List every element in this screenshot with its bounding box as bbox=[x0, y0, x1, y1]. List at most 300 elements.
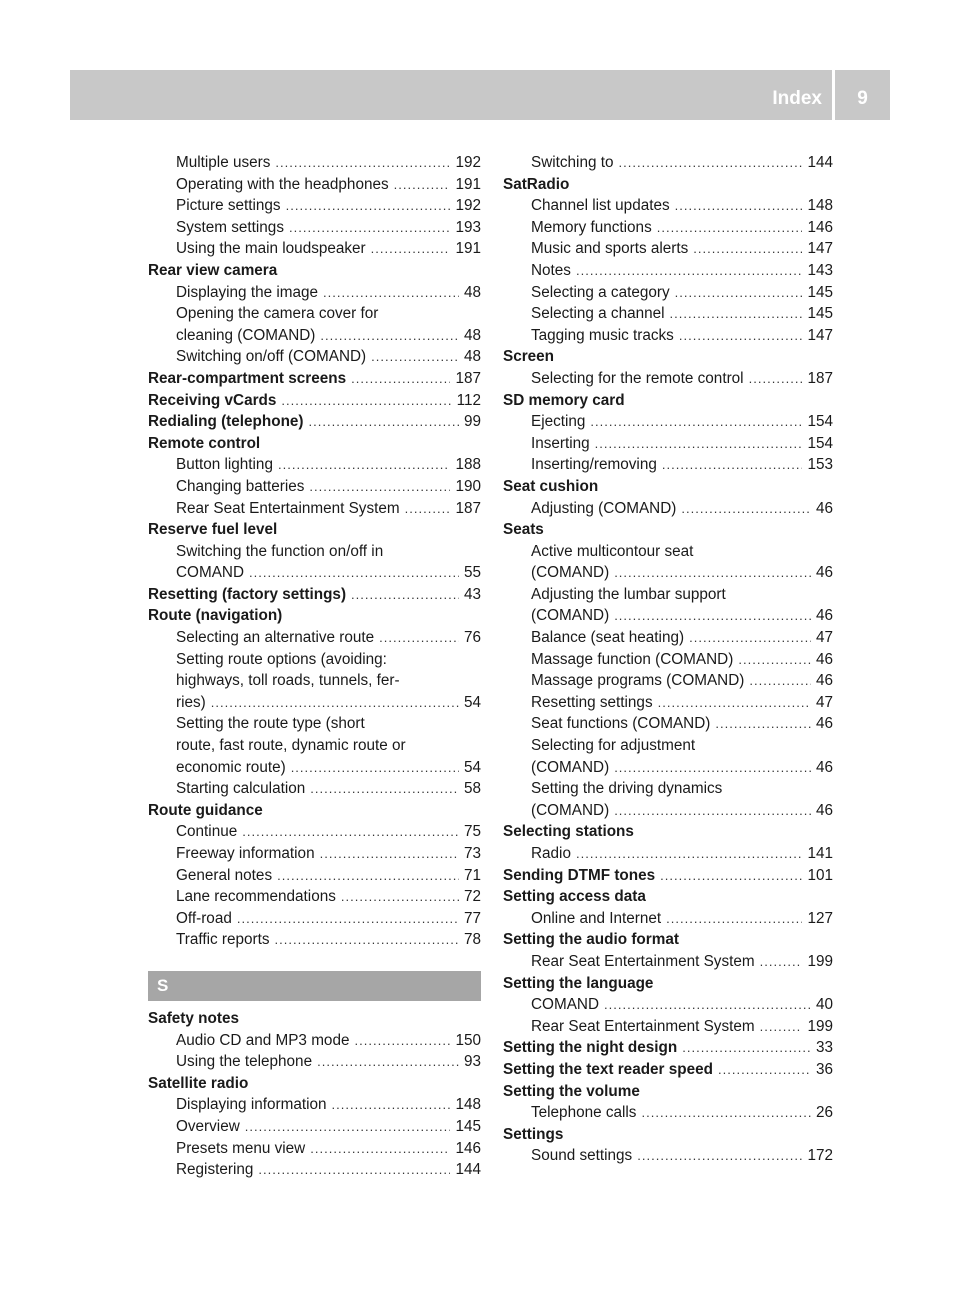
page-ref: 144 bbox=[807, 154, 833, 171]
page-ref: 72 bbox=[463, 888, 481, 906]
index-subentry bbox=[503, 152, 833, 174]
entry-text: General notes bbox=[176, 866, 273, 884]
entry-text: Seats bbox=[503, 521, 544, 539]
index-subentry bbox=[148, 325, 481, 347]
entry-text: Active multicontour seat bbox=[531, 542, 694, 560]
entry-text: Switching on/off (COMAND) bbox=[176, 348, 367, 366]
page-ref: 54 bbox=[463, 758, 481, 776]
entry-text: Resetting settings bbox=[531, 693, 653, 711]
entry-text: Rear Seat Entertainment System bbox=[531, 1017, 755, 1035]
leader-dots bbox=[614, 757, 811, 779]
leader-dots bbox=[281, 390, 451, 412]
index-subentry bbox=[148, 454, 481, 476]
index-subentry bbox=[503, 217, 833, 239]
entry-text: COMAND bbox=[176, 564, 244, 582]
entry-text: (COMAND) bbox=[531, 801, 610, 819]
page-ref: 154 bbox=[807, 413, 833, 431]
index-subentry bbox=[148, 1094, 481, 1116]
leader-dots bbox=[371, 238, 451, 260]
entry-text: Tagging music tracks bbox=[531, 326, 674, 344]
index-subentry bbox=[148, 649, 481, 671]
page-ref: 141 bbox=[807, 845, 833, 862]
page-ref: 47 bbox=[815, 629, 833, 647]
index-subentry bbox=[148, 843, 481, 865]
index-subentry bbox=[148, 303, 481, 325]
leader-dots bbox=[286, 195, 451, 217]
leader-dots bbox=[249, 562, 459, 584]
leader-dots bbox=[614, 605, 811, 627]
page-ref: 48 bbox=[463, 348, 481, 366]
index-subentry bbox=[503, 1102, 833, 1124]
entry-text: Selecting for the remote control bbox=[531, 369, 744, 387]
page-ref: 192 bbox=[455, 154, 481, 171]
index-subentry bbox=[148, 1116, 481, 1138]
leader-dots bbox=[245, 1116, 451, 1138]
page-ref: 46 bbox=[815, 715, 833, 733]
page-ref: 93 bbox=[463, 1053, 481, 1071]
index-subentry bbox=[148, 1138, 481, 1160]
leader-dots bbox=[211, 692, 459, 714]
leader-dots bbox=[258, 1159, 450, 1181]
page-ref: 191 bbox=[455, 175, 481, 193]
page-ref: 187 bbox=[455, 499, 481, 517]
index-subentry bbox=[148, 541, 481, 563]
leader-dots bbox=[277, 865, 459, 887]
index-entry bbox=[148, 519, 481, 541]
leader-dots bbox=[309, 476, 450, 498]
leader-dots bbox=[317, 1051, 459, 1073]
page-ref: 75 bbox=[463, 823, 481, 841]
index-subentry bbox=[503, 713, 833, 735]
index-subentry bbox=[148, 670, 481, 692]
entry-text: SatRadio bbox=[503, 175, 570, 193]
leader-dots bbox=[576, 843, 803, 865]
page-ref: 144 bbox=[455, 1161, 481, 1179]
page-ref: 99 bbox=[463, 413, 481, 431]
index-entry bbox=[148, 433, 481, 455]
leader-dots bbox=[749, 670, 811, 692]
leader-dots bbox=[371, 346, 459, 368]
leader-dots bbox=[237, 908, 459, 930]
index-subentry bbox=[148, 821, 481, 843]
page-ref: 147 bbox=[807, 326, 833, 344]
page-ref: 187 bbox=[455, 369, 481, 387]
page-ref: 145 bbox=[807, 305, 833, 323]
entry-text: Rear Seat Entertainment System bbox=[531, 952, 755, 970]
leader-dots bbox=[637, 1145, 802, 1167]
entry-text: Setting access data bbox=[503, 888, 646, 906]
index-subentry bbox=[148, 498, 481, 520]
entry-text: Lane recommendations bbox=[176, 888, 336, 906]
page-ref: 190 bbox=[455, 477, 481, 495]
page-ref: 153 bbox=[807, 456, 833, 474]
index-subentry bbox=[148, 152, 481, 174]
entry-text: Setting the driving dynamics bbox=[531, 780, 723, 798]
entry-text: Continue bbox=[176, 823, 238, 841]
entry-text: Displaying information bbox=[176, 1096, 327, 1114]
entry-text: Multiple users bbox=[176, 154, 271, 171]
page-ref: 46 bbox=[815, 607, 833, 625]
index-entry bbox=[503, 821, 833, 843]
index-subentry bbox=[503, 778, 833, 800]
leader-dots bbox=[590, 411, 802, 433]
entry-text: System settings bbox=[176, 218, 284, 236]
index-subentry bbox=[503, 692, 833, 714]
leader-dots bbox=[666, 908, 802, 930]
index-subentry bbox=[148, 757, 481, 779]
page-ref: 148 bbox=[807, 197, 833, 215]
index-entry bbox=[148, 605, 481, 627]
index-subentry bbox=[148, 865, 481, 887]
entry-text: Setting the audio format bbox=[503, 931, 679, 949]
entry-text: Ejecting bbox=[531, 413, 586, 431]
index-entry bbox=[148, 260, 481, 282]
leader-dots bbox=[310, 1138, 450, 1160]
index-subentry bbox=[503, 800, 833, 822]
index-entry bbox=[148, 390, 481, 412]
entry-text: Setting the route type (short bbox=[176, 715, 365, 733]
index-subentry bbox=[503, 325, 833, 347]
leader-dots bbox=[394, 174, 451, 196]
index-subentry bbox=[503, 498, 833, 520]
entry-text: ries) bbox=[176, 693, 206, 711]
page-ref: 187 bbox=[807, 369, 833, 387]
entry-text: Memory functions bbox=[531, 218, 652, 236]
index-subentry bbox=[503, 562, 833, 584]
entry-text: Setting the night design bbox=[503, 1039, 678, 1057]
page-ref: 73 bbox=[463, 845, 481, 862]
page-ref: 36 bbox=[815, 1060, 833, 1078]
index-column-left bbox=[148, 152, 481, 1181]
index-subentry bbox=[503, 649, 833, 671]
leader-dots bbox=[658, 692, 811, 714]
page-ref: 46 bbox=[815, 650, 833, 668]
leader-dots bbox=[693, 238, 802, 260]
page-ref: 48 bbox=[463, 283, 481, 301]
leader-dots bbox=[379, 627, 459, 649]
page-ref: 199 bbox=[807, 1017, 833, 1035]
entry-text: (COMAND) bbox=[531, 758, 610, 776]
index-subentry bbox=[148, 886, 481, 908]
index-subentry bbox=[148, 346, 481, 368]
leader-dots bbox=[405, 498, 451, 520]
entry-text: Remote control bbox=[148, 434, 261, 452]
page-ref: 145 bbox=[807, 283, 833, 301]
page-ref: 71 bbox=[463, 866, 481, 884]
page-ref: 46 bbox=[815, 672, 833, 690]
page-ref: 193 bbox=[455, 218, 481, 236]
leader-dots bbox=[291, 757, 459, 779]
page-ref: 54 bbox=[463, 693, 481, 711]
entry-text: Settings bbox=[503, 1125, 564, 1143]
index-subentry bbox=[148, 929, 481, 951]
index-entry bbox=[503, 1081, 833, 1103]
index-subentry bbox=[503, 195, 833, 217]
entry-text: Freeway information bbox=[176, 845, 315, 862]
entry-text: Music and sports alerts bbox=[531, 240, 689, 258]
page-ref: 46 bbox=[815, 801, 833, 819]
page-ref: 76 bbox=[463, 629, 481, 647]
leader-dots bbox=[689, 627, 811, 649]
entry-text: Safety notes bbox=[148, 1009, 239, 1027]
index-subentry bbox=[148, 195, 481, 217]
index-entry bbox=[503, 1037, 833, 1059]
leader-dots bbox=[760, 951, 803, 973]
entry-text: Online and Internet bbox=[531, 909, 662, 927]
entry-text: Setting the text reader speed bbox=[503, 1060, 713, 1078]
entry-text: COMAND bbox=[531, 996, 599, 1014]
index-entry bbox=[503, 886, 833, 908]
page-ref: 112 bbox=[456, 391, 481, 409]
entry-text: Adjusting (COMAND) bbox=[531, 499, 677, 517]
leader-dots bbox=[760, 1016, 803, 1038]
entry-text: Route guidance bbox=[148, 801, 263, 819]
leader-dots bbox=[332, 1094, 451, 1116]
index-subentry bbox=[148, 476, 481, 498]
entry-text: Traffic reports bbox=[176, 931, 270, 949]
index-subentry bbox=[148, 713, 481, 735]
entry-text: Massage programs (COMAND) bbox=[531, 672, 745, 690]
entry-text: (COMAND) bbox=[531, 607, 610, 625]
leader-dots bbox=[670, 303, 803, 325]
entry-text: Picture settings bbox=[176, 197, 281, 215]
index-entry bbox=[503, 519, 833, 541]
entry-text: Balance (seat heating) bbox=[531, 629, 685, 647]
index-subentry bbox=[503, 951, 833, 973]
leader-dots bbox=[641, 1102, 811, 1124]
entry-text: Selecting an alternative route bbox=[176, 629, 375, 647]
entry-text: cleaning (COMAND) bbox=[176, 326, 316, 344]
entry-text: Radio bbox=[531, 845, 571, 862]
entry-text: Changing batteries bbox=[176, 477, 305, 495]
page-ref: 26 bbox=[815, 1104, 833, 1122]
page-ref: 146 bbox=[807, 218, 833, 236]
entry-text: Rear view camera bbox=[148, 261, 278, 279]
index-entry bbox=[148, 1073, 481, 1095]
index-subentry bbox=[503, 541, 833, 563]
entry-text: Setting route options (avoiding: bbox=[176, 650, 387, 668]
entry-text: Massage function (COMAND) bbox=[531, 650, 734, 668]
leader-dots bbox=[738, 649, 811, 671]
leader-dots bbox=[242, 821, 459, 843]
leader-dots bbox=[275, 152, 450, 174]
leader-dots bbox=[614, 562, 811, 584]
index-subentry bbox=[148, 562, 481, 584]
index-subentry bbox=[148, 627, 481, 649]
leader-dots bbox=[323, 282, 459, 304]
index-subentry bbox=[503, 627, 833, 649]
entry-text: Seat functions (COMAND) bbox=[531, 715, 711, 733]
page-ref: 43 bbox=[463, 585, 481, 603]
index-entry bbox=[148, 800, 481, 822]
page-ref: 46 bbox=[815, 564, 833, 582]
page-ref: 33 bbox=[815, 1039, 833, 1057]
page-ref: 188 bbox=[455, 456, 481, 474]
entry-text: Setting the language bbox=[503, 974, 654, 992]
index-subentry bbox=[503, 411, 833, 433]
leader-dots bbox=[675, 195, 803, 217]
leader-dots bbox=[718, 1059, 811, 1081]
index-entry bbox=[503, 476, 833, 498]
entry-text: Receiving vCards bbox=[148, 391, 277, 409]
entry-text: Selecting for adjustment bbox=[531, 737, 696, 755]
leader-dots bbox=[576, 260, 803, 282]
leader-dots bbox=[682, 1037, 811, 1059]
index-subentry bbox=[148, 217, 481, 239]
entry-text: Rear-compartment screens bbox=[148, 369, 347, 387]
leader-dots bbox=[341, 886, 459, 908]
leader-dots bbox=[309, 411, 459, 433]
entry-text: (COMAND) bbox=[531, 564, 610, 582]
entry-text: Screen bbox=[503, 348, 555, 366]
leader-dots bbox=[614, 800, 811, 822]
page-ref: 146 bbox=[455, 1139, 481, 1157]
entry-text: Channel list updates bbox=[531, 197, 670, 215]
entry-text: Resetting (factory settings) bbox=[148, 585, 347, 603]
index-entry bbox=[503, 1124, 833, 1146]
page-ref: 40 bbox=[815, 996, 833, 1014]
entry-text: Switching to bbox=[531, 154, 614, 171]
page-ref: 55 bbox=[463, 564, 481, 582]
index-subentry bbox=[503, 843, 833, 865]
leader-dots bbox=[657, 217, 803, 239]
index-subentry bbox=[148, 174, 481, 196]
leader-dots bbox=[354, 1030, 450, 1052]
index-entry bbox=[503, 929, 833, 951]
entry-text: route, fast route, dynamic route or bbox=[176, 737, 406, 755]
index-subentry bbox=[148, 778, 481, 800]
leader-dots bbox=[618, 152, 802, 174]
entry-text: Satellite radio bbox=[148, 1074, 249, 1092]
entry-text: Telephone calls bbox=[531, 1104, 637, 1122]
index-subentry bbox=[148, 238, 481, 260]
entry-text: SD memory card bbox=[503, 391, 625, 409]
page-ref: 101 bbox=[807, 866, 833, 884]
index-subentry bbox=[148, 282, 481, 304]
index-subentry bbox=[148, 1159, 481, 1181]
index-subentry bbox=[503, 908, 833, 930]
entry-text: Setting the volume bbox=[503, 1082, 640, 1100]
leader-dots bbox=[749, 368, 803, 390]
leader-dots bbox=[351, 368, 450, 390]
entry-text: Overview bbox=[176, 1117, 240, 1135]
index-subentry bbox=[503, 994, 833, 1016]
index-entry bbox=[503, 973, 833, 995]
page-ref: 47 bbox=[815, 693, 833, 711]
index-subentry bbox=[148, 1051, 481, 1073]
entry-text: Rear Seat Entertainment System bbox=[176, 499, 400, 517]
index-subentry bbox=[503, 238, 833, 260]
index-subentry bbox=[503, 605, 833, 627]
entry-text: Sound settings bbox=[531, 1147, 633, 1165]
leader-dots bbox=[604, 994, 811, 1016]
page-ref: 192 bbox=[455, 197, 481, 215]
index-subentry bbox=[503, 670, 833, 692]
leader-dots bbox=[320, 325, 459, 347]
index-subentry bbox=[503, 584, 833, 606]
index-entry bbox=[503, 390, 833, 412]
page-ref: 148 bbox=[455, 1096, 481, 1114]
leader-dots bbox=[662, 454, 803, 476]
page-ref: 145 bbox=[455, 1117, 481, 1135]
leader-dots bbox=[660, 865, 802, 887]
entry-text: Redialing (telephone) bbox=[148, 413, 304, 431]
index-entry bbox=[148, 368, 481, 390]
leader-dots bbox=[681, 498, 811, 520]
leader-dots bbox=[715, 713, 811, 735]
leader-dots bbox=[320, 843, 459, 865]
page-ref: 58 bbox=[463, 780, 481, 798]
index-subentry bbox=[503, 368, 833, 390]
entry-text: Adjusting the lumbar support bbox=[531, 585, 726, 603]
leader-dots bbox=[675, 282, 803, 304]
index-entry bbox=[148, 411, 481, 433]
page-ref: 143 bbox=[807, 261, 833, 279]
page-ref: 77 bbox=[463, 909, 481, 927]
entry-text: Displaying the image bbox=[176, 283, 318, 301]
entry-text: Route (navigation) bbox=[148, 607, 283, 625]
entry-text: Registering bbox=[176, 1161, 254, 1179]
leader-dots bbox=[278, 454, 451, 476]
page-ref: 48 bbox=[463, 326, 481, 344]
index-column-right bbox=[503, 152, 833, 1167]
index-subentry bbox=[503, 454, 833, 476]
page-ref: 46 bbox=[815, 758, 833, 776]
leader-dots bbox=[275, 929, 459, 951]
page-ref: 154 bbox=[807, 434, 833, 452]
index-subentry bbox=[503, 433, 833, 455]
page-ref: 46 bbox=[815, 499, 833, 517]
page-ref: 191 bbox=[455, 240, 481, 258]
entry-text: Operating with the headphones bbox=[176, 175, 389, 193]
entry-text: Reserve fuel level bbox=[148, 521, 278, 539]
index-subentry bbox=[148, 735, 481, 757]
entry-text: Selecting a category bbox=[531, 283, 670, 301]
index-entry bbox=[148, 1008, 481, 1030]
leader-dots bbox=[595, 433, 803, 455]
index-entry bbox=[503, 174, 833, 196]
index-entry bbox=[503, 346, 833, 368]
index-subentry bbox=[148, 1030, 481, 1052]
leader-dots bbox=[310, 778, 459, 800]
index-subentry bbox=[148, 908, 481, 930]
index-subentry bbox=[503, 303, 833, 325]
index-subentry bbox=[503, 735, 833, 757]
entry-text: Selecting stations bbox=[503, 823, 634, 841]
index-subentry bbox=[503, 260, 833, 282]
entry-text: Presets menu view bbox=[176, 1139, 306, 1157]
header-title: Index bbox=[772, 88, 822, 109]
entry-text: Using the main loudspeaker bbox=[176, 240, 366, 258]
entry-text: economic route) bbox=[176, 758, 286, 776]
page-ref: 127 bbox=[807, 909, 833, 927]
index-subentry bbox=[503, 757, 833, 779]
page-ref: 172 bbox=[807, 1147, 833, 1165]
index-entry bbox=[148, 584, 481, 606]
entry-text: Starting calculation bbox=[176, 780, 306, 798]
entry-text: Using the telephone bbox=[176, 1053, 313, 1071]
index-subentry bbox=[148, 692, 481, 714]
index-entry bbox=[503, 1059, 833, 1081]
entry-text: Opening the camera cover for bbox=[176, 305, 379, 323]
entry-text: Button lighting bbox=[176, 456, 273, 474]
section-header: S bbox=[148, 971, 481, 1001]
entry-text: Notes bbox=[531, 261, 571, 279]
index-subentry bbox=[503, 282, 833, 304]
page-number: 9 bbox=[857, 88, 868, 109]
entry-text: Audio CD and MP3 mode bbox=[176, 1031, 350, 1049]
page-ref: 78 bbox=[463, 931, 481, 949]
